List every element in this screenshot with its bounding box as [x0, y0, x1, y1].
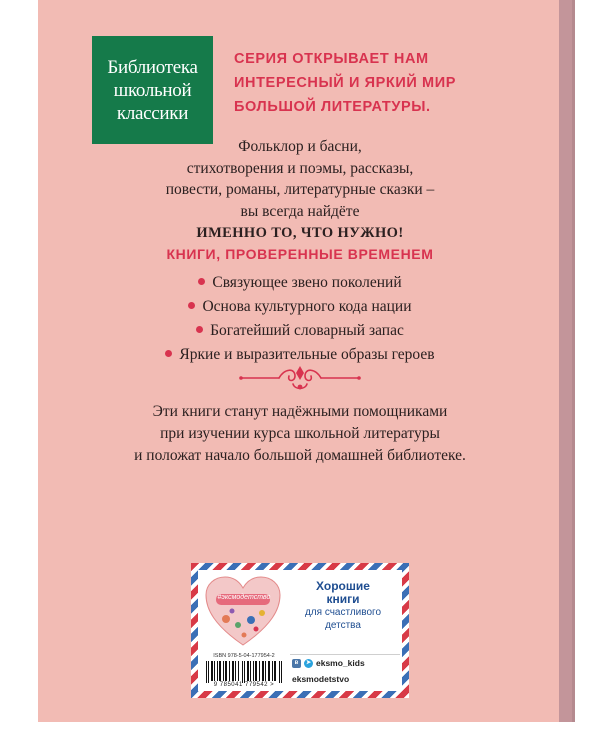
genres-line: вы всегда найдёте	[240, 202, 360, 220]
list-item-text: Богатейший словарный запас	[210, 322, 404, 339]
slogan-line: книги	[326, 592, 360, 606]
heart-hashtag: #эксмодетство	[217, 594, 271, 601]
barcode-digits: 9 785041 779542 >	[213, 682, 275, 688]
genres-line: повести, романы, литературные сказки –	[165, 181, 435, 198]
closing-line: при изучении курса школьной литературы	[160, 425, 440, 442]
bullet-dot-icon	[196, 326, 203, 333]
headline	[234, 47, 554, 119]
slogan-line: Хорошие	[316, 579, 370, 593]
barcode-icon	[204, 661, 284, 683]
social-vk-row	[292, 658, 365, 668]
list-item	[120, 296, 480, 318]
series-badge-line: школьной	[113, 79, 192, 101]
genres-paragraph	[100, 136, 500, 245]
bullet-dot-icon	[188, 302, 195, 309]
closing-line: и положат начало большой домашней библиотеке.	[134, 447, 466, 464]
social-handle: eksmodetstvo	[292, 674, 350, 684]
bullet-dot-icon	[165, 350, 172, 357]
list-item-text: Основа культурного кода нации	[202, 298, 412, 315]
social-handle: eksmo_kids	[316, 658, 365, 668]
headline-line: СЕРИЯ ОТКРЫВАЕТ НАМ	[234, 51, 429, 67]
series-badge	[92, 36, 213, 144]
list-item-text: Связующее звено поколений	[212, 274, 402, 291]
headline-line: БОЛЬШОЙ ЛИТЕРАТУРЫ.	[234, 99, 431, 115]
spine-shadow	[572, 0, 575, 722]
genres-line: Фольклор и басни,	[238, 138, 362, 155]
social-site-row	[292, 674, 349, 684]
list-item	[120, 272, 480, 294]
closing-line: Эти книги станут надёжными помощниками	[152, 403, 448, 420]
list-item	[120, 320, 480, 342]
genres-line: стихотворения и поэмы, рассказы,	[186, 159, 414, 177]
closing-paragraph	[100, 401, 500, 467]
list-item-text: Яркие и выразительные образы героев	[179, 346, 435, 363]
slogan-line: для счастливого	[304, 607, 382, 618]
headline-line: ИНТЕРЕСНЫЙ И ЯРКИЙ МИР	[234, 75, 456, 91]
heart-logo-icon	[204, 575, 282, 649]
postcard-body	[198, 570, 402, 691]
genres-emphasis: ИМЕННО ТО, ЧТО НУЖНО!	[196, 225, 404, 241]
publisher-postcard	[191, 563, 409, 698]
vk-icon: в	[292, 659, 301, 668]
section-title: КНИГИ, ПРОВЕРЕННЫЕ ВРЕМЕНЕМ	[166, 246, 434, 262]
bullet-dot-icon	[198, 278, 205, 285]
isbn-text: ISBN 978-5-04-177954-2	[213, 653, 275, 659]
series-badge-line: классики	[116, 102, 189, 124]
postcard-divider	[290, 654, 400, 655]
series-badge-line: Библиотека	[107, 56, 198, 78]
telegram-icon: ➤	[305, 659, 312, 666]
benefits-list	[120, 272, 480, 368]
ornament-divider-icon	[237, 360, 363, 396]
slogan-line: детства	[325, 620, 361, 631]
postcard-slogan	[288, 580, 398, 632]
book-spine	[559, 0, 572, 722]
